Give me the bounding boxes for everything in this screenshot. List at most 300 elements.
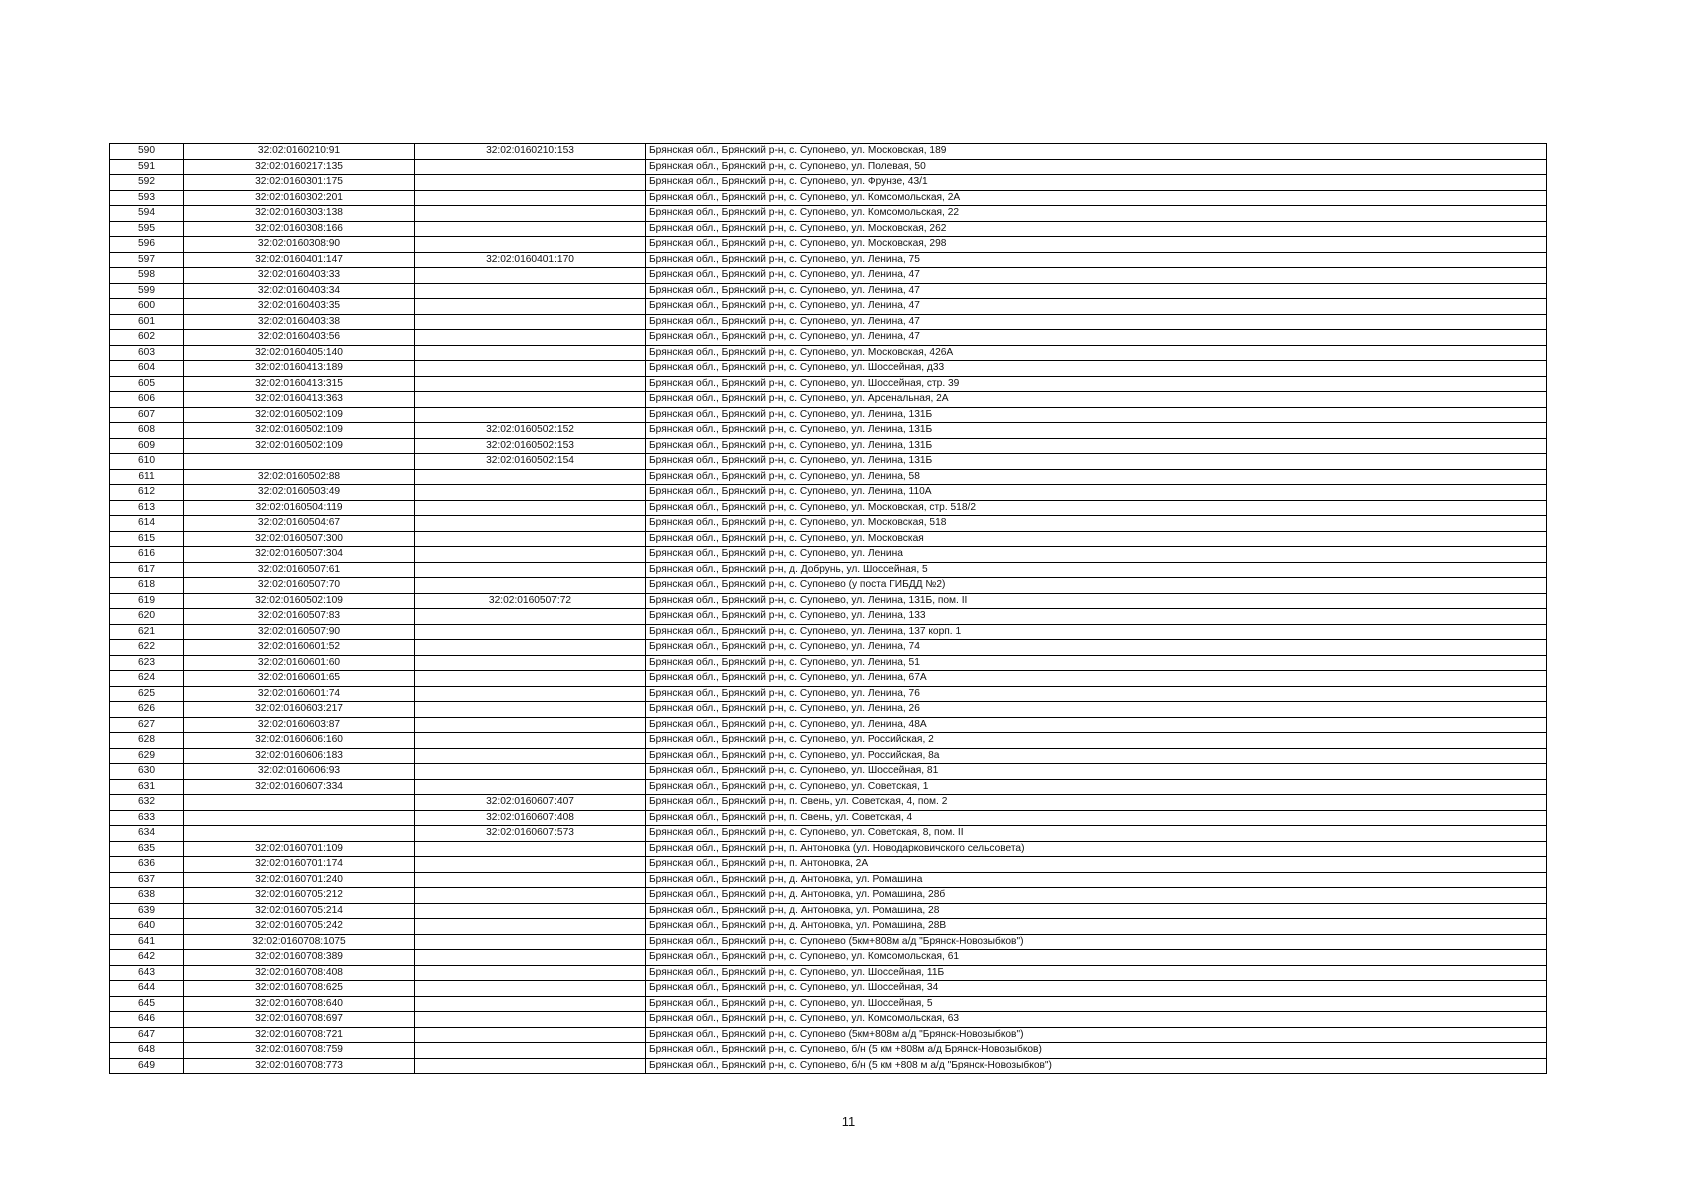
address-cell: Брянская обл., Брянский р-н, с. Супонево, ул. Арсенальная, 2А (646, 392, 1547, 408)
row-number-cell: 616 (110, 547, 184, 563)
row-number-cell: 612 (110, 485, 184, 501)
table-row (110, 500, 1547, 516)
row-number-cell: 621 (110, 624, 184, 640)
table-row (110, 454, 1547, 470)
table-row (110, 299, 1547, 315)
cadastral-number-cell: 32:02:0160507:304 (184, 547, 415, 563)
table-row (110, 702, 1547, 718)
cadastral-number-cell: 32:02:0160705:242 (184, 919, 415, 935)
table-row (110, 268, 1547, 284)
cadastral-number-cell: 32:02:0160601:74 (184, 686, 415, 702)
linked-cadastral-number-cell (415, 221, 646, 237)
linked-cadastral-number-cell (415, 624, 646, 640)
row-number-cell: 595 (110, 221, 184, 237)
cadastral-number-cell: 32:02:0160502:109 (184, 438, 415, 454)
linked-cadastral-number-cell (415, 981, 646, 997)
row-number-cell: 618 (110, 578, 184, 594)
linked-cadastral-number-cell: 32:02:0160502:154 (415, 454, 646, 470)
linked-cadastral-number-cell (415, 531, 646, 547)
table-row (110, 934, 1547, 950)
linked-cadastral-number-cell (415, 578, 646, 594)
cadastral-number-cell: 32:02:0160708:759 (184, 1043, 415, 1059)
row-number-cell: 605 (110, 376, 184, 392)
linked-cadastral-number-cell: 32:02:0160502:152 (415, 423, 646, 439)
address-cell: Брянская обл., Брянский р-н, п. Свень, ул. Советская, 4 (646, 810, 1547, 826)
cadastral-number-cell: 32:02:0160503:49 (184, 485, 415, 501)
address-cell: Брянская обл., Брянский р-н, с. Супонево, ул. Ленина, 67А (646, 671, 1547, 687)
table-row (110, 810, 1547, 826)
row-number-cell: 649 (110, 1058, 184, 1074)
cadastral-number-cell: 32:02:0160403:33 (184, 268, 415, 284)
linked-cadastral-number-cell (415, 330, 646, 346)
table-row (110, 950, 1547, 966)
row-number-cell: 645 (110, 996, 184, 1012)
address-cell: Брянская обл., Брянский р-н, с. Супонево, б/н (5 км +808 м а/д "Брянск-Новозыбков") (646, 1058, 1547, 1074)
address-cell: Брянская обл., Брянский р-н, с. Супонево, ул. Полевая, 50 (646, 159, 1547, 175)
row-number-cell: 637 (110, 872, 184, 888)
linked-cadastral-number-cell (415, 268, 646, 284)
row-number-cell: 643 (110, 965, 184, 981)
cadastral-number-cell: 32:02:0160301:175 (184, 175, 415, 191)
cadastral-number-cell: 32:02:0160217:135 (184, 159, 415, 175)
row-number-cell: 603 (110, 345, 184, 361)
table-row (110, 469, 1547, 485)
row-number-cell: 607 (110, 407, 184, 423)
address-cell: Брянская обл., Брянский р-н, с. Супонево (5км+808м а/д "Брянск-Новозыбков") (646, 1027, 1547, 1043)
address-cell: Брянская обл., Брянский р-н, д. Антоновка, ул. Ромашина (646, 872, 1547, 888)
table-row (110, 1043, 1547, 1059)
address-cell: Брянская обл., Брянский р-н, с. Супонево, ул. Московская (646, 531, 1547, 547)
cadastral-number-cell: 32:02:0160708:408 (184, 965, 415, 981)
cadastral-number-cell: 32:02:0160606:183 (184, 748, 415, 764)
address-cell: Брянская обл., Брянский р-н, с. Супонево (5км+808м а/д "Брянск-Новозыбков") (646, 934, 1547, 950)
page-number: 11 (841, 1114, 856, 1129)
address-cell: Брянская обл., Брянский р-н, с. Супонево, ул. Московская, 189 (646, 144, 1547, 160)
cadastral-number-cell: 32:02:0160708:389 (184, 950, 415, 966)
registry-table (109, 143, 1547, 1074)
address-cell: Брянская обл., Брянский р-н, д. Антоновка, ул. Ромашина, 28б (646, 888, 1547, 904)
cadastral-number-cell: 32:02:0160507:83 (184, 609, 415, 625)
linked-cadastral-number-cell (415, 996, 646, 1012)
table-row (110, 795, 1547, 811)
table-row (110, 1027, 1547, 1043)
row-number-cell: 609 (110, 438, 184, 454)
address-cell: Брянская обл., Брянский р-н, с. Супонево, ул. Советская, 1 (646, 779, 1547, 795)
address-cell: Брянская обл., Брянский р-н, п. Антоновка (ул. Новодарковичского сельсовета) (646, 841, 1547, 857)
table-row (110, 345, 1547, 361)
row-number-cell: 628 (110, 733, 184, 749)
address-cell: Брянская обл., Брянский р-н, с. Супонево, ул. Шоссейная, 34 (646, 981, 1547, 997)
table-row (110, 671, 1547, 687)
table-row (110, 283, 1547, 299)
address-cell: Брянская обл., Брянский р-н, с. Супонево, ул. Ленина (646, 547, 1547, 563)
address-cell: Брянская обл., Брянский р-н, с. Супонево, ул. Московская, 262 (646, 221, 1547, 237)
linked-cadastral-number-cell (415, 733, 646, 749)
address-cell: Брянская обл., Брянский р-н, с. Супонево, ул. Фрунзе, 43/1 (646, 175, 1547, 191)
address-cell: Брянская обл., Брянский р-н, с. Супонево, ул. Московская, стр. 518/2 (646, 500, 1547, 516)
table-row (110, 686, 1547, 702)
row-number-cell: 644 (110, 981, 184, 997)
address-cell: Брянская обл., Брянский р-н, с. Супонево (у поста ГИБДД №2) (646, 578, 1547, 594)
row-number-cell: 606 (110, 392, 184, 408)
address-cell: Брянская обл., Брянский р-н, с. Супонево, ул. Ленина, 110А (646, 485, 1547, 501)
row-number-cell: 635 (110, 841, 184, 857)
cadastral-number-cell: 32:02:0160607:334 (184, 779, 415, 795)
address-cell: Брянская обл., Брянский р-н, с. Супонево, б/н (5 км +808м а/д Брянск-Новозыбков) (646, 1043, 1547, 1059)
linked-cadastral-number-cell (415, 919, 646, 935)
address-cell: Брянская обл., Брянский р-н, с. Супонево, ул. Ленина, 47 (646, 268, 1547, 284)
linked-cadastral-number-cell (415, 903, 646, 919)
table-row (110, 237, 1547, 253)
table-row (110, 144, 1547, 160)
linked-cadastral-number-cell (415, 717, 646, 733)
row-number-cell: 624 (110, 671, 184, 687)
address-cell: Брянская обл., Брянский р-н, с. Супонево, ул. Ленина, 47 (646, 299, 1547, 315)
linked-cadastral-number-cell (415, 547, 646, 563)
cadastral-number-cell: 32:02:0160708:625 (184, 981, 415, 997)
row-number-cell: 599 (110, 283, 184, 299)
address-cell: Брянская обл., Брянский р-н, с. Супонево, ул. Шоссейная, 5 (646, 996, 1547, 1012)
row-number-cell: 611 (110, 469, 184, 485)
linked-cadastral-number-cell (415, 965, 646, 981)
table-row (110, 609, 1547, 625)
cadastral-number-cell: 32:02:0160308:166 (184, 221, 415, 237)
table-row (110, 655, 1547, 671)
row-number-cell: 591 (110, 159, 184, 175)
table-row (110, 593, 1547, 609)
address-cell: Брянская обл., Брянский р-н, с. Супонево, ул. Шоссейная, стр. 39 (646, 376, 1547, 392)
address-cell: Брянская обл., Брянский р-н, с. Супонево, ул. Ленина, 137 корп. 1 (646, 624, 1547, 640)
linked-cadastral-number-cell (415, 702, 646, 718)
cadastral-number-cell: 32:02:0160303:138 (184, 206, 415, 222)
row-number-cell: 600 (110, 299, 184, 315)
linked-cadastral-number-cell (415, 1058, 646, 1074)
linked-cadastral-number-cell (415, 299, 646, 315)
cadastral-number-cell: 32:02:0160308:90 (184, 237, 415, 253)
table-row (110, 438, 1547, 454)
table-row (110, 252, 1547, 268)
table-row (110, 857, 1547, 873)
row-number-cell: 617 (110, 562, 184, 578)
cadastral-number-cell (184, 454, 415, 470)
linked-cadastral-number-cell (415, 888, 646, 904)
cadastral-number-cell: 32:02:0160401:147 (184, 252, 415, 268)
address-cell: Брянская обл., Брянский р-н, с. Супонево, ул. Ленина, 131Б (646, 438, 1547, 454)
row-number-cell: 622 (110, 640, 184, 656)
table-row (110, 919, 1547, 935)
address-cell: Брянская обл., Брянский р-н, п. Свень, ул. Советская, 4, пом. 2 (646, 795, 1547, 811)
linked-cadastral-number-cell (415, 469, 646, 485)
address-cell: Брянская обл., Брянский р-н, д. Добрунь, ул. Шоссейная, 5 (646, 562, 1547, 578)
row-number-cell: 647 (110, 1027, 184, 1043)
table-row (110, 175, 1547, 191)
table-row (110, 624, 1547, 640)
cadastral-number-cell: 32:02:0160705:214 (184, 903, 415, 919)
table-row (110, 996, 1547, 1012)
cadastral-number-cell: 32:02:0160708:697 (184, 1012, 415, 1028)
table-row (110, 764, 1547, 780)
address-cell: Брянская обл., Брянский р-н, с. Супонево, ул. Комсомольская, 63 (646, 1012, 1547, 1028)
linked-cadastral-number-cell (415, 376, 646, 392)
linked-cadastral-number-cell (415, 950, 646, 966)
table-row (110, 190, 1547, 206)
cadastral-number-cell: 32:02:0160413:363 (184, 392, 415, 408)
linked-cadastral-number-cell (415, 841, 646, 857)
linked-cadastral-number-cell (415, 779, 646, 795)
address-cell: Брянская обл., Брянский р-н, с. Супонево, ул. Ленина, 48А (646, 717, 1547, 733)
row-number-cell: 631 (110, 779, 184, 795)
table-row (110, 562, 1547, 578)
table-row (110, 314, 1547, 330)
table-row (110, 779, 1547, 795)
row-number-cell: 593 (110, 190, 184, 206)
cadastral-number-cell: 32:02:0160708:1075 (184, 934, 415, 950)
cadastral-number-cell: 32:02:0160210:91 (184, 144, 415, 160)
table-row (110, 330, 1547, 346)
address-cell: Брянская обл., Брянский р-н, с. Супонево, ул. Ленина, 47 (646, 283, 1547, 299)
table-row (110, 640, 1547, 656)
linked-cadastral-number-cell (415, 283, 646, 299)
address-cell: Брянская обл., Брянский р-н, с. Супонево, ул. Российская, 2 (646, 733, 1547, 749)
address-cell: Брянская обл., Брянский р-н, с. Супонево, ул. Ленина, 133 (646, 609, 1547, 625)
row-number-cell: 594 (110, 206, 184, 222)
cadastral-number-cell: 32:02:0160701:240 (184, 872, 415, 888)
row-number-cell: 615 (110, 531, 184, 547)
row-number-cell: 629 (110, 748, 184, 764)
linked-cadastral-number-cell (415, 934, 646, 950)
table-row (110, 888, 1547, 904)
linked-cadastral-number-cell (415, 764, 646, 780)
row-number-cell: 597 (110, 252, 184, 268)
row-number-cell: 608 (110, 423, 184, 439)
table-row (110, 221, 1547, 237)
address-cell: Брянская обл., Брянский р-н, с. Супонево, ул. Ленина, 131Б (646, 423, 1547, 439)
cadastral-number-cell: 32:02:0160507:300 (184, 531, 415, 547)
address-cell: Брянская обл., Брянский р-н, с. Супонево, ул. Ленина, 76 (646, 686, 1547, 702)
row-number-cell: 630 (110, 764, 184, 780)
linked-cadastral-number-cell (415, 640, 646, 656)
row-number-cell: 598 (110, 268, 184, 284)
table-row (110, 516, 1547, 532)
address-cell: Брянская обл., Брянский р-н, д. Антоновка, ул. Ромашина, 28 (646, 903, 1547, 919)
row-number-cell: 633 (110, 810, 184, 826)
row-number-cell: 590 (110, 144, 184, 160)
cadastral-number-cell: 32:02:0160504:67 (184, 516, 415, 532)
linked-cadastral-number-cell (415, 237, 646, 253)
linked-cadastral-number-cell (415, 655, 646, 671)
table-row (110, 1012, 1547, 1028)
address-cell: Брянская обл., Брянский р-н, д. Антоновка, ул. Ромашина, 28В (646, 919, 1547, 935)
table-row (110, 531, 1547, 547)
table-row (110, 981, 1547, 997)
linked-cadastral-number-cell (415, 500, 646, 516)
table-row (110, 485, 1547, 501)
linked-cadastral-number-cell (415, 485, 646, 501)
cadastral-number-cell: 32:02:0160507:70 (184, 578, 415, 594)
linked-cadastral-number-cell: 32:02:0160607:408 (415, 810, 646, 826)
linked-cadastral-number-cell (415, 159, 646, 175)
cadastral-number-cell: 32:02:0160504:119 (184, 500, 415, 516)
row-number-cell: 625 (110, 686, 184, 702)
table-row (110, 361, 1547, 377)
row-number-cell: 620 (110, 609, 184, 625)
table-row (110, 903, 1547, 919)
linked-cadastral-number-cell (415, 516, 646, 532)
row-number-cell: 623 (110, 655, 184, 671)
cadastral-number-cell: 32:02:0160413:189 (184, 361, 415, 377)
linked-cadastral-number-cell (415, 1043, 646, 1059)
row-number-cell: 627 (110, 717, 184, 733)
linked-cadastral-number-cell: 32:02:0160607:407 (415, 795, 646, 811)
linked-cadastral-number-cell (415, 175, 646, 191)
cadastral-number-cell: 32:02:0160601:65 (184, 671, 415, 687)
address-cell: Брянская обл., Брянский р-н, с. Супонево, ул. Комсомольская, 22 (646, 206, 1547, 222)
linked-cadastral-number-cell (415, 1027, 646, 1043)
cadastral-number-cell (184, 795, 415, 811)
linked-cadastral-number-cell: 32:02:0160401:170 (415, 252, 646, 268)
address-cell: Брянская обл., Брянский р-н, п. Антоновка, 2А (646, 857, 1547, 873)
linked-cadastral-number-cell (415, 857, 646, 873)
row-number-cell: 639 (110, 903, 184, 919)
linked-cadastral-number-cell (415, 671, 646, 687)
address-cell: Брянская обл., Брянский р-н, с. Супонево, ул. Комсомольская, 2А (646, 190, 1547, 206)
cadastral-number-cell: 32:02:0160403:35 (184, 299, 415, 315)
cadastral-number-cell: 32:02:0160606:93 (184, 764, 415, 780)
linked-cadastral-number-cell (415, 190, 646, 206)
row-number-cell: 648 (110, 1043, 184, 1059)
linked-cadastral-number-cell: 32:02:0160210:153 (415, 144, 646, 160)
row-number-cell: 614 (110, 516, 184, 532)
address-cell: Брянская обл., Брянский р-н, с. Супонево, ул. Шоссейная, 81 (646, 764, 1547, 780)
cadastral-number-cell: 32:02:0160403:56 (184, 330, 415, 346)
address-cell: Брянская обл., Брянский р-н, с. Супонево, ул. Московская, 298 (646, 237, 1547, 253)
row-number-cell: 640 (110, 919, 184, 935)
address-cell: Брянская обл., Брянский р-н, с. Супонево, ул. Ленина, 58 (646, 469, 1547, 485)
table-row (110, 578, 1547, 594)
table-row (110, 423, 1547, 439)
cadastral-number-cell: 32:02:0160603:87 (184, 717, 415, 733)
table-row (110, 733, 1547, 749)
row-number-cell: 596 (110, 237, 184, 253)
linked-cadastral-number-cell (415, 609, 646, 625)
address-cell: Брянская обл., Брянский р-н, с. Супонево, ул. Ленина, 75 (646, 252, 1547, 268)
cadastral-number-cell: 32:02:0160405:140 (184, 345, 415, 361)
address-cell: Брянская обл., Брянский р-н, с. Супонево, ул. Ленина, 47 (646, 314, 1547, 330)
table-row (110, 547, 1547, 563)
cadastral-number-cell: 32:02:0160302:201 (184, 190, 415, 206)
linked-cadastral-number-cell: 32:02:0160502:153 (415, 438, 646, 454)
address-cell: Брянская обл., Брянский р-н, с. Супонево, ул. Российская, 8а (646, 748, 1547, 764)
linked-cadastral-number-cell (415, 748, 646, 764)
linked-cadastral-number-cell (415, 407, 646, 423)
linked-cadastral-number-cell (415, 562, 646, 578)
row-number-cell: 638 (110, 888, 184, 904)
linked-cadastral-number-cell (415, 314, 646, 330)
address-cell: Брянская обл., Брянский р-н, с. Супонево, ул. Ленина, 131Б (646, 407, 1547, 423)
linked-cadastral-number-cell (415, 872, 646, 888)
row-number-cell: 646 (110, 1012, 184, 1028)
linked-cadastral-number-cell (415, 361, 646, 377)
table-row (110, 407, 1547, 423)
cadastral-number-cell (184, 810, 415, 826)
linked-cadastral-number-cell (415, 206, 646, 222)
table-row (110, 717, 1547, 733)
row-number-cell: 601 (110, 314, 184, 330)
table-row (110, 872, 1547, 888)
row-number-cell: 636 (110, 857, 184, 873)
row-number-cell: 604 (110, 361, 184, 377)
row-number-cell: 592 (110, 175, 184, 191)
table-row (110, 826, 1547, 842)
row-number-cell: 626 (110, 702, 184, 718)
cadastral-number-cell: 32:02:0160502:109 (184, 423, 415, 439)
cadastral-number-cell: 32:02:0160507:61 (184, 562, 415, 578)
address-cell: Брянская обл., Брянский р-н, с. Супонево, ул. Шоссейная, д33 (646, 361, 1547, 377)
cadastral-number-cell: 32:02:0160705:212 (184, 888, 415, 904)
address-cell: Брянская обл., Брянский р-н, с. Супонево, ул. Ленина, 74 (646, 640, 1547, 656)
cadastral-number-cell: 32:02:0160502:109 (184, 593, 415, 609)
cadastral-number-cell: 32:02:0160601:60 (184, 655, 415, 671)
cadastral-number-cell: 32:02:0160701:174 (184, 857, 415, 873)
address-cell: Брянская обл., Брянский р-н, с. Супонево, ул. Ленина, 26 (646, 702, 1547, 718)
row-number-cell: 619 (110, 593, 184, 609)
cadastral-number-cell: 32:02:0160708:640 (184, 996, 415, 1012)
address-cell: Брянская обл., Брянский р-н, с. Супонево, ул. Московская, 426А (646, 345, 1547, 361)
table-row (110, 965, 1547, 981)
address-cell: Брянская обл., Брянский р-н, с. Супонево, ул. Ленина, 131Б, пом. II (646, 593, 1547, 609)
address-cell: Брянская обл., Брянский р-н, с. Супонево, ул. Шоссейная, 11Б (646, 965, 1547, 981)
linked-cadastral-number-cell: 32:02:0160507:72 (415, 593, 646, 609)
row-number-cell: 613 (110, 500, 184, 516)
address-cell: Брянская обл., Брянский р-н, с. Супонево, ул. Ленина, 47 (646, 330, 1547, 346)
cadastral-number-cell: 32:02:0160507:90 (184, 624, 415, 640)
linked-cadastral-number-cell: 32:02:0160607:573 (415, 826, 646, 842)
address-cell: Брянская обл., Брянский р-н, с. Супонево, ул. Московская, 518 (646, 516, 1547, 532)
row-number-cell: 602 (110, 330, 184, 346)
table-row (110, 206, 1547, 222)
linked-cadastral-number-cell (415, 392, 646, 408)
linked-cadastral-number-cell (415, 686, 646, 702)
row-number-cell: 634 (110, 826, 184, 842)
linked-cadastral-number-cell (415, 1012, 646, 1028)
table-row (110, 392, 1547, 408)
cadastral-number-cell: 32:02:0160708:721 (184, 1027, 415, 1043)
row-number-cell: 632 (110, 795, 184, 811)
address-cell: Брянская обл., Брянский р-н, с. Супонево, ул. Ленина, 51 (646, 655, 1547, 671)
cadastral-number-cell: 32:02:0160606:160 (184, 733, 415, 749)
address-cell: Брянская обл., Брянский р-н, с. Супонево, ул. Ленина, 131Б (646, 454, 1547, 470)
address-cell: Брянская обл., Брянский р-н, с. Супонево, ул. Комсомольская, 61 (646, 950, 1547, 966)
cadastral-number-cell: 32:02:0160403:34 (184, 283, 415, 299)
cadastral-number-cell (184, 826, 415, 842)
cadastral-number-cell: 32:02:0160502:88 (184, 469, 415, 485)
address-cell: Брянская обл., Брянский р-н, с. Супонево, ул. Советская, 8, пом. II (646, 826, 1547, 842)
cadastral-number-cell: 32:02:0160708:773 (184, 1058, 415, 1074)
row-number-cell: 641 (110, 934, 184, 950)
cadastral-number-cell: 32:02:0160701:109 (184, 841, 415, 857)
row-number-cell: 610 (110, 454, 184, 470)
table-row (110, 841, 1547, 857)
table-row (110, 1058, 1547, 1074)
cadastral-number-cell: 32:02:0160603:217 (184, 702, 415, 718)
cadastral-number-cell: 32:02:0160601:52 (184, 640, 415, 656)
linked-cadastral-number-cell (415, 345, 646, 361)
table-row (110, 159, 1547, 175)
registry-table-body (110, 144, 1547, 1074)
cadastral-number-cell: 32:02:0160403:38 (184, 314, 415, 330)
cadastral-number-cell: 32:02:0160502:109 (184, 407, 415, 423)
row-number-cell: 642 (110, 950, 184, 966)
